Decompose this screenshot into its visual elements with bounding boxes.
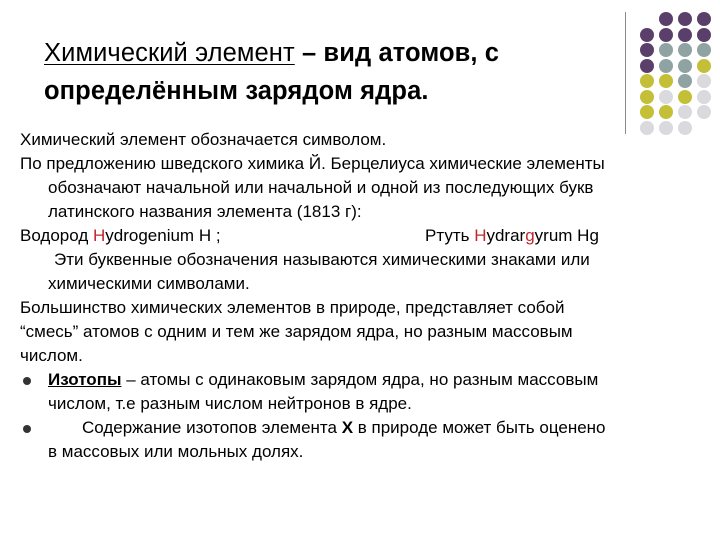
decorative-dot (678, 59, 692, 73)
decorative-dot (659, 90, 673, 104)
bullet-dot-icon (23, 377, 31, 385)
decorative-dot (697, 12, 711, 26)
title-definition-end: определённым зарядом ядра. (44, 77, 429, 105)
decorative-dot (640, 90, 654, 104)
paragraph-mixture-3: числом. (20, 346, 83, 365)
decorative-dot (697, 105, 711, 119)
paragraph-signs-1: Эти буквенные обозначения называются химическими знаками или (54, 250, 590, 269)
decorative-dot (697, 28, 711, 42)
decorative-dot (678, 90, 692, 104)
decorative-dot (697, 59, 711, 73)
isotopes-term: Изотопы (48, 370, 122, 389)
bullet-content: Содержание изотопов элемента X в природе может быть оценено в массовых или мольных долях. (20, 416, 720, 464)
example-hydrogen: Водород Hydrogenium H ; (20, 226, 221, 245)
decorative-dot (640, 59, 654, 73)
bullet-isotopes: Изотопы – атомы с одинаковым зарядом ядра, но разным массовым числом, т.е разным числом нейтронов в ядре. (20, 368, 720, 416)
examples-line (20, 224, 720, 248)
decorative-dot (659, 43, 673, 57)
bullet-dot-icon (23, 425, 31, 433)
decorative-dot (678, 43, 692, 57)
decorative-dot (640, 74, 654, 88)
paragraph-berzelius-2: обозначают начальной или начальной и одной из последующих букв (48, 178, 594, 197)
paragraph-mixture-1: Большинство химических элементов в природе, представляет собой (20, 298, 565, 317)
decorative-dot (678, 105, 692, 119)
slide-title (44, 34, 624, 110)
decorative-dot (640, 105, 654, 119)
decorative-dot (678, 28, 692, 42)
decorative-dot (697, 43, 711, 57)
paragraph-symbol: Химический элемент обозначается символом. (20, 130, 387, 149)
divider-line (625, 12, 626, 134)
decorative-dots (640, 12, 720, 130)
decorative-dot (697, 74, 711, 88)
decorative-dot (640, 28, 654, 42)
paragraph-mixture-2: “смесь” атомов с одним и тем же зарядом ядра, но разным массовым (20, 322, 573, 341)
decorative-dot (640, 43, 654, 57)
paragraph-berzelius-3: латинского названия элемента (1813 г): (48, 202, 362, 221)
slide-body (20, 128, 720, 464)
paragraph-signs-2: химическими символами. (48, 274, 250, 293)
paragraph-berzelius-1: По предложению шведского химика Й. Берцелиуса химические элементы (20, 154, 605, 173)
example-mercury: Ртуть Hydrargyrum Hg (425, 226, 599, 245)
title-term: Химический элемент (44, 39, 295, 67)
decorative-dot (659, 12, 673, 26)
title-definition-start: – вид атомов, с (294, 39, 500, 67)
decorative-dot (678, 12, 692, 26)
decorative-dot (678, 74, 692, 88)
decorative-dot (697, 90, 711, 104)
decorative-dot (659, 59, 673, 73)
decorative-dot (659, 105, 673, 119)
decorative-dot (659, 28, 673, 42)
decorative-dot (659, 74, 673, 88)
